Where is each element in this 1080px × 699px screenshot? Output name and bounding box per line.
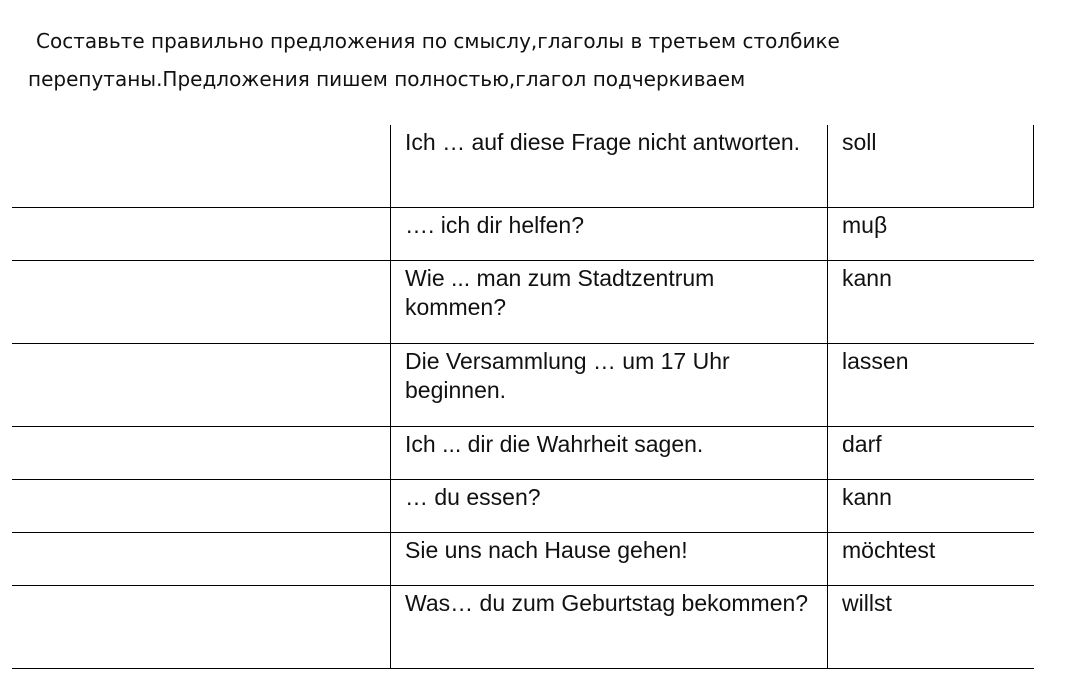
- table-row: [12, 261, 1034, 344]
- instruction-line-1: Составьте правильно предложения по смыслу,глаголы в третьем столбике: [36, 29, 840, 53]
- sentence-cell: … du essen?: [391, 480, 828, 533]
- answer-cell: [12, 427, 391, 480]
- verb-cell: soll: [828, 125, 1034, 208]
- answer-cell: [12, 586, 391, 669]
- verb-cell: kann: [828, 480, 1034, 533]
- sentence-cell: …. ich dir helfen?: [391, 208, 828, 261]
- verb-cell: muβ: [828, 208, 1034, 261]
- verb-cell: darf: [828, 427, 1034, 480]
- table-row: [12, 427, 1034, 480]
- answer-cell: [12, 261, 391, 344]
- answer-cell: [12, 125, 391, 208]
- table-row: [12, 125, 1034, 208]
- exercise-table: [12, 125, 1034, 669]
- answer-cell: [12, 533, 391, 586]
- sentence-cell: Wie ... man zum Stadtzentrum kommen?: [391, 261, 828, 344]
- table-row: [12, 533, 1034, 586]
- answer-cell: [12, 344, 391, 427]
- sentence-cell: Ich … auf diese Frage nicht antworten.: [391, 125, 828, 208]
- sentence-cell: Ich ... dir die Wahrheit sagen.: [391, 427, 828, 480]
- table-row: [12, 586, 1034, 669]
- instruction-line-2: перепутаны.Предложения пишем полностью,глагол подчеркиваем: [28, 67, 746, 91]
- verb-cell: lassen: [828, 344, 1034, 427]
- table-row: [12, 344, 1034, 427]
- table-row: [12, 480, 1034, 533]
- verb-cell: kann: [828, 261, 1034, 344]
- answer-cell: [12, 208, 391, 261]
- instruction-text: [28, 22, 1058, 98]
- sentence-cell: Sie uns nach Hause gehen!: [391, 533, 828, 586]
- table-row: [12, 208, 1034, 261]
- verb-cell: willst: [828, 586, 1034, 669]
- verb-cell: möchtest: [828, 533, 1034, 586]
- sentence-cell: Die Versammlung … um 17 Uhr beginnen.: [391, 344, 828, 427]
- sentence-cell: Was… du zum Geburtstag bekommen?: [391, 586, 828, 669]
- answer-cell: [12, 480, 391, 533]
